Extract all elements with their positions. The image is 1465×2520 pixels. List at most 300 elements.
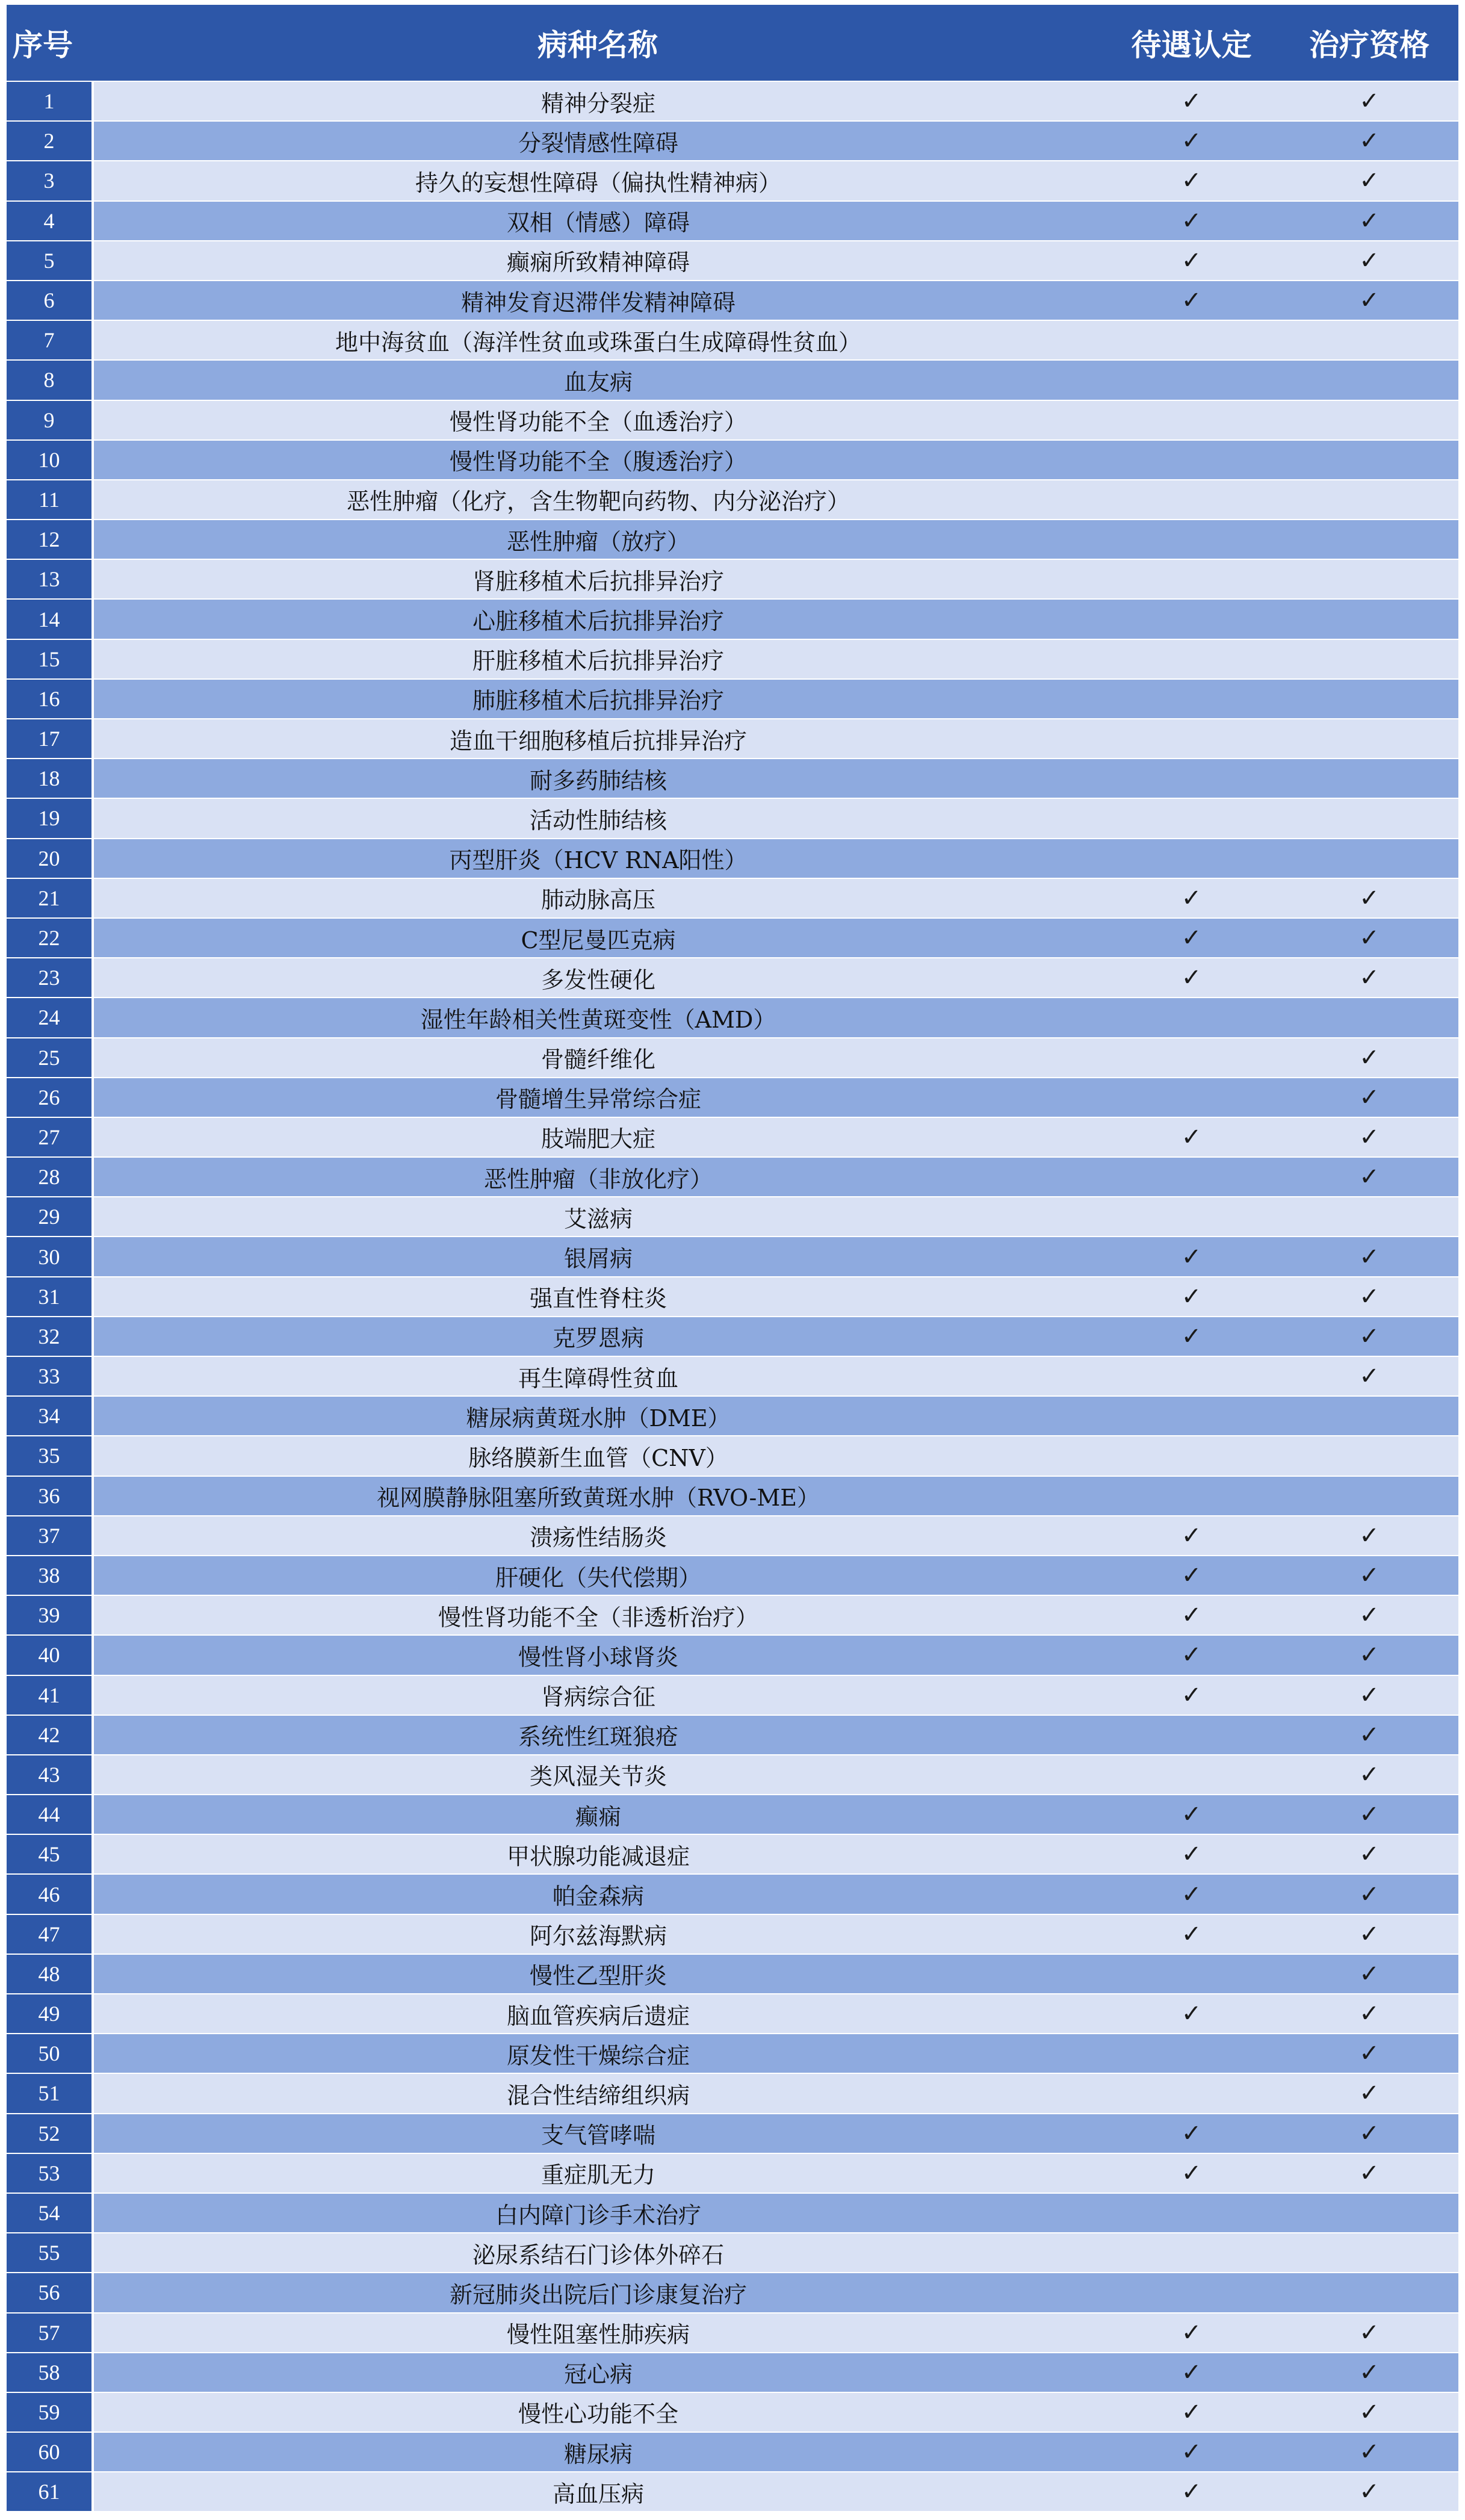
treatment-qualification-cell — [1280, 2193, 1458, 2233]
benefit-recognition-cell — [1103, 998, 1280, 1037]
benefit-recognition-cell — [1103, 1317, 1280, 1356]
check-icon: ✓ — [1359, 1521, 1380, 1550]
check-icon: ✓ — [1181, 2478, 1202, 2506]
treatment-qualification-cell — [1280, 1476, 1458, 1516]
benefit-recognition-cell — [1103, 241, 1280, 281]
disease-name: 精神发育迟滞伴发精神障碍 — [93, 281, 1103, 320]
table-row — [7, 81, 1458, 121]
disease-name: 重症肌无力 — [93, 2153, 1103, 2193]
check-icon: ✓ — [1359, 1960, 1380, 1988]
benefit-recognition-cell — [1103, 2153, 1280, 2193]
table-row — [7, 1038, 1458, 1078]
disease-name: 耐多药肺结核 — [93, 759, 1103, 798]
table-row — [7, 2193, 1458, 2233]
table-row — [7, 400, 1458, 440]
treatment-qualification-cell — [1280, 440, 1458, 480]
disease-name: 湿性年龄相关性黄斑变性（AMD） — [93, 998, 1103, 1037]
check-icon: ✓ — [1181, 2438, 1202, 2466]
table-row — [7, 360, 1458, 400]
benefit-recognition-cell — [1103, 520, 1280, 559]
table-row — [7, 281, 1458, 320]
row-number: 42 — [7, 1715, 93, 1755]
disease-name: 血友病 — [93, 360, 1103, 400]
check-icon: ✓ — [1359, 1840, 1380, 1869]
benefit-recognition-cell — [1103, 599, 1280, 639]
disease-name: 慢性阻塞性肺疾病 — [93, 2313, 1103, 2353]
benefit-recognition-cell — [1103, 281, 1280, 320]
check-icon: ✓ — [1181, 287, 1202, 315]
table-row — [7, 320, 1458, 360]
row-number: 60 — [7, 2432, 93, 2472]
treatment-qualification-cell — [1280, 81, 1458, 121]
row-number: 36 — [7, 1476, 93, 1516]
treatment-qualification-cell — [1280, 520, 1458, 559]
treatment-qualification-cell — [1280, 878, 1458, 918]
check-icon: ✓ — [1359, 1322, 1380, 1350]
treatment-qualification-cell — [1280, 241, 1458, 281]
check-icon: ✓ — [1181, 1521, 1202, 1550]
table-row — [7, 1556, 1458, 1595]
row-number: 16 — [7, 679, 93, 719]
treatment-qualification-cell — [1280, 400, 1458, 440]
benefit-recognition-cell — [1103, 1157, 1280, 1197]
row-number: 40 — [7, 1635, 93, 1675]
row-number: 13 — [7, 559, 93, 599]
disease-name: 活动性肺结核 — [93, 798, 1103, 838]
row-number: 52 — [7, 2114, 93, 2153]
treatment-qualification-cell — [1280, 1356, 1458, 1396]
check-icon: ✓ — [1181, 1123, 1202, 1151]
table-row — [7, 440, 1458, 480]
disease-name: 系统性红斑狼疮 — [93, 1715, 1103, 1755]
table-header — [7, 5, 1458, 81]
check-icon: ✓ — [1359, 1801, 1380, 1829]
disease-name: 慢性肾功能不全（腹透治疗） — [93, 440, 1103, 480]
disease-name: 肺动脉高压 — [93, 878, 1103, 918]
disease-name: 银屑病 — [93, 1237, 1103, 1276]
disease-name: 骨髓纤维化 — [93, 1038, 1103, 1078]
check-icon: ✓ — [1359, 924, 1380, 952]
treatment-qualification-cell — [1280, 320, 1458, 360]
benefit-recognition-cell — [1103, 1874, 1280, 1914]
row-number: 5 — [7, 241, 93, 281]
table-row — [7, 1157, 1458, 1197]
treatment-qualification-cell — [1280, 2353, 1458, 2392]
row-number: 18 — [7, 759, 93, 798]
treatment-qualification-cell — [1280, 1675, 1458, 1715]
row-number: 11 — [7, 480, 93, 520]
treatment-qualification-cell — [1280, 201, 1458, 241]
treatment-qualification-cell — [1280, 480, 1458, 520]
row-number: 61 — [7, 2472, 93, 2512]
row-number: 54 — [7, 2193, 93, 2233]
table-row — [7, 1117, 1458, 1157]
check-icon: ✓ — [1181, 2318, 1202, 2347]
disease-name: 癫痫所致精神障碍 — [93, 241, 1103, 281]
table-row — [7, 1078, 1458, 1117]
benefit-recognition-cell — [1103, 1556, 1280, 1595]
check-icon: ✓ — [1181, 1880, 1202, 1908]
benefit-recognition-cell — [1103, 559, 1280, 599]
benefit-recognition-cell — [1103, 1675, 1280, 1715]
treatment-qualification-cell — [1280, 1317, 1458, 1356]
check-icon: ✓ — [1181, 1840, 1202, 1869]
disease-name: 原发性干燥综合症 — [93, 2034, 1103, 2073]
benefit-recognition-cell — [1103, 1635, 1280, 1675]
check-icon: ✓ — [1181, 2159, 1202, 2187]
row-number: 33 — [7, 1356, 93, 1396]
treatment-qualification-cell — [1280, 1157, 1458, 1197]
row-number: 27 — [7, 1117, 93, 1157]
check-icon: ✓ — [1181, 127, 1202, 155]
disease-name: 肢端肥大症 — [93, 1117, 1103, 1157]
benefit-recognition-cell — [1103, 1078, 1280, 1117]
table-row — [7, 1317, 1458, 1356]
benefit-recognition-cell — [1103, 798, 1280, 838]
benefit-recognition-cell — [1103, 1834, 1280, 1874]
check-icon: ✓ — [1359, 1362, 1380, 1391]
benefit-recognition-cell — [1103, 1038, 1280, 1078]
benefit-recognition-cell — [1103, 201, 1280, 241]
treatment-qualification-cell — [1280, 1874, 1458, 1914]
check-icon: ✓ — [1181, 1322, 1202, 1350]
benefit-recognition-cell — [1103, 2034, 1280, 2073]
benefit-recognition-cell — [1103, 1277, 1280, 1317]
table-row — [7, 241, 1458, 281]
table-row — [7, 918, 1458, 958]
table-row — [7, 1436, 1458, 1476]
disease-name: 糖尿病黄斑水肿（DME） — [93, 1396, 1103, 1436]
row-number: 6 — [7, 281, 93, 320]
disease-name: 慢性肾小球肾炎 — [93, 1635, 1103, 1675]
benefit-recognition-cell — [1103, 639, 1280, 679]
row-number: 35 — [7, 1436, 93, 1476]
treatment-qualification-cell — [1280, 2273, 1458, 2312]
treatment-qualification-cell — [1280, 2472, 1458, 2512]
check-icon: ✓ — [1181, 2398, 1202, 2426]
row-number: 30 — [7, 1237, 93, 1276]
table-row — [7, 2353, 1458, 2392]
treatment-qualification-cell — [1280, 1635, 1458, 1675]
table-row — [7, 1197, 1458, 1237]
benefit-recognition-cell — [1103, 2313, 1280, 2353]
row-number: 58 — [7, 2353, 93, 2392]
treatment-qualification-cell — [1280, 360, 1458, 400]
treatment-qualification-cell — [1280, 1755, 1458, 1795]
table-row — [7, 1277, 1458, 1317]
table-row — [7, 2392, 1458, 2432]
disease-name: 类风湿关节炎 — [93, 1755, 1103, 1795]
benefit-recognition-cell — [1103, 2472, 1280, 2512]
table-row — [7, 2034, 1458, 2073]
row-number: 2 — [7, 121, 93, 161]
benefit-recognition-cell — [1103, 440, 1280, 480]
treatment-qualification-cell — [1280, 2034, 1458, 2073]
check-icon: ✓ — [1359, 1562, 1380, 1590]
row-number: 9 — [7, 400, 93, 440]
table-row — [7, 759, 1458, 798]
benefit-recognition-cell — [1103, 1954, 1280, 1994]
row-number: 3 — [7, 161, 93, 200]
treatment-qualification-cell — [1280, 2073, 1458, 2113]
check-icon: ✓ — [1359, 1641, 1380, 1669]
table-row — [7, 1635, 1458, 1675]
table-row — [7, 2153, 1458, 2193]
treatment-qualification-cell — [1280, 759, 1458, 798]
check-icon: ✓ — [1181, 2000, 1202, 2028]
row-number: 49 — [7, 1994, 93, 2034]
row-number: 57 — [7, 2313, 93, 2353]
row-number: 1 — [7, 81, 93, 121]
table-row — [7, 1954, 1458, 1994]
disease-name: 肺脏移植术后抗排异治疗 — [93, 679, 1103, 719]
table-row — [7, 1595, 1458, 1635]
table-row — [7, 1476, 1458, 1516]
disease-name: 慢性乙型肝炎 — [93, 1954, 1103, 1994]
table-row — [7, 1356, 1458, 1396]
row-number: 26 — [7, 1078, 93, 1117]
treatment-qualification-cell — [1280, 1556, 1458, 1595]
check-icon: ✓ — [1181, 1243, 1202, 1271]
benefit-recognition-cell — [1103, 1914, 1280, 1954]
disease-name: 慢性心功能不全 — [93, 2392, 1103, 2432]
treatment-qualification-cell — [1280, 2114, 1458, 2153]
disease-name: 肝硬化（失代偿期） — [93, 1556, 1103, 1595]
treatment-qualification-cell — [1280, 1795, 1458, 1834]
row-number: 56 — [7, 2273, 93, 2312]
check-icon: ✓ — [1359, 1681, 1380, 1709]
benefit-recognition-cell — [1103, 2432, 1280, 2472]
disease-name: 慢性肾功能不全（非透析治疗） — [93, 1595, 1103, 1635]
disease-name: 恶性肿瘤（化疗，含生物靶向药物、内分泌治疗） — [93, 480, 1103, 520]
table-row — [7, 2432, 1458, 2472]
table-row — [7, 2472, 1458, 2512]
disease-table — [7, 5, 1458, 2513]
table-row — [7, 1715, 1458, 1755]
treatment-qualification-cell — [1280, 839, 1458, 878]
check-icon: ✓ — [1181, 1801, 1202, 1829]
benefit-recognition-cell — [1103, 2353, 1280, 2392]
disease-name: 再生障碍性贫血 — [93, 1356, 1103, 1396]
check-icon: ✓ — [1359, 1163, 1380, 1191]
row-number: 14 — [7, 599, 93, 639]
table-row — [7, 1396, 1458, 1436]
disease-name: 克罗恩病 — [93, 1317, 1103, 1356]
table-row — [7, 1516, 1458, 1556]
check-icon: ✓ — [1181, 2358, 1202, 2386]
benefit-recognition-cell — [1103, 1197, 1280, 1237]
treatment-qualification-cell — [1280, 1237, 1458, 1276]
benefit-recognition-cell — [1103, 1396, 1280, 1436]
table-row — [7, 998, 1458, 1037]
row-number: 15 — [7, 639, 93, 679]
row-number: 39 — [7, 1595, 93, 1635]
table-row — [7, 958, 1458, 998]
disease-name: 癫痫 — [93, 1795, 1103, 1834]
check-icon: ✓ — [1181, 206, 1202, 235]
table-row — [7, 559, 1458, 599]
benefit-recognition-cell — [1103, 2114, 1280, 2153]
check-icon: ✓ — [1181, 884, 1202, 912]
disease-name: 泌尿系结石门诊体外碎石 — [93, 2233, 1103, 2273]
check-icon: ✓ — [1359, 1880, 1380, 1908]
row-number: 55 — [7, 2233, 93, 2273]
treatment-qualification-cell — [1280, 1396, 1458, 1436]
check-icon: ✓ — [1359, 167, 1380, 195]
benefit-recognition-cell — [1103, 1795, 1280, 1834]
header-benefit-recognition: 待遇认定 — [1103, 5, 1280, 81]
disease-name: 艾滋病 — [93, 1197, 1103, 1237]
benefit-recognition-cell — [1103, 878, 1280, 918]
benefit-recognition-cell — [1103, 839, 1280, 878]
benefit-recognition-cell — [1103, 2392, 1280, 2432]
disease-name: 恶性肿瘤（放疗） — [93, 520, 1103, 559]
benefit-recognition-cell — [1103, 121, 1280, 161]
row-number: 21 — [7, 878, 93, 918]
check-icon: ✓ — [1181, 924, 1202, 952]
row-number: 19 — [7, 798, 93, 838]
row-number: 24 — [7, 998, 93, 1037]
disease-name: 丙型肝炎（HCV RNA阳性） — [93, 839, 1103, 878]
row-number: 47 — [7, 1914, 93, 1954]
disease-name: 肾脏移植术后抗排异治疗 — [93, 559, 1103, 599]
benefit-recognition-cell — [1103, 480, 1280, 520]
table-row — [7, 1795, 1458, 1834]
table-row — [7, 839, 1458, 878]
benefit-recognition-cell — [1103, 1595, 1280, 1635]
treatment-qualification-cell — [1280, 599, 1458, 639]
benefit-recognition-cell — [1103, 81, 1280, 121]
row-number: 53 — [7, 2153, 93, 2193]
disease-table-container — [7, 5, 1458, 2513]
treatment-qualification-cell — [1280, 2432, 1458, 2472]
treatment-qualification-cell — [1280, 1914, 1458, 1954]
disease-name: 甲状腺功能减退症 — [93, 1834, 1103, 1874]
row-number: 38 — [7, 1556, 93, 1595]
disease-name: 骨髓增生异常综合症 — [93, 1078, 1103, 1117]
disease-name: 心脏移植术后抗排异治疗 — [93, 599, 1103, 639]
header-row — [7, 5, 1458, 81]
benefit-recognition-cell — [1103, 1994, 1280, 2034]
treatment-qualification-cell — [1280, 1277, 1458, 1317]
table-row — [7, 121, 1458, 161]
table-row — [7, 719, 1458, 759]
check-icon: ✓ — [1359, 1043, 1380, 1072]
benefit-recognition-cell — [1103, 918, 1280, 958]
benefit-recognition-cell — [1103, 1117, 1280, 1157]
benefit-recognition-cell — [1103, 679, 1280, 719]
row-number: 37 — [7, 1516, 93, 1556]
benefit-recognition-cell — [1103, 2273, 1280, 2312]
check-icon: ✓ — [1181, 1920, 1202, 1948]
treatment-qualification-cell — [1280, 798, 1458, 838]
disease-name: C型尼曼匹克病 — [93, 918, 1103, 958]
check-icon: ✓ — [1181, 246, 1202, 275]
treatment-qualification-cell — [1280, 1516, 1458, 1556]
treatment-qualification-cell — [1280, 719, 1458, 759]
check-icon: ✓ — [1359, 1123, 1380, 1151]
treatment-qualification-cell — [1280, 2233, 1458, 2273]
check-icon: ✓ — [1359, 2079, 1380, 2108]
table-row — [7, 1237, 1458, 1276]
table-row — [7, 679, 1458, 719]
row-number: 50 — [7, 2034, 93, 2073]
check-icon: ✓ — [1181, 1282, 1202, 1311]
table-row — [7, 2114, 1458, 2153]
benefit-recognition-cell — [1103, 1237, 1280, 1276]
treatment-qualification-cell — [1280, 1994, 1458, 2034]
check-icon: ✓ — [1359, 1721, 1380, 1749]
check-icon: ✓ — [1359, 246, 1380, 275]
check-icon: ✓ — [1359, 2040, 1380, 2068]
row-number: 43 — [7, 1755, 93, 1795]
benefit-recognition-cell — [1103, 360, 1280, 400]
check-icon: ✓ — [1359, 2000, 1380, 2028]
disease-name: 糖尿病 — [93, 2432, 1103, 2472]
table-row — [7, 1834, 1458, 1874]
check-icon: ✓ — [1359, 1282, 1380, 1311]
row-number: 23 — [7, 958, 93, 998]
check-icon: ✓ — [1359, 127, 1380, 155]
check-icon: ✓ — [1359, 2438, 1380, 2466]
disease-name: 新冠肺炎出院后门诊康复治疗 — [93, 2273, 1103, 2312]
check-icon: ✓ — [1359, 287, 1380, 315]
benefit-recognition-cell — [1103, 1755, 1280, 1795]
table-row — [7, 798, 1458, 838]
check-icon: ✓ — [1359, 964, 1380, 992]
disease-name: 造血干细胞移植后抗排异治疗 — [93, 719, 1103, 759]
disease-name: 地中海贫血（海洋性贫血或珠蛋白生成障碍性贫血） — [93, 320, 1103, 360]
row-number: 48 — [7, 1954, 93, 1994]
benefit-recognition-cell — [1103, 400, 1280, 440]
check-icon: ✓ — [1359, 2398, 1380, 2426]
check-icon: ✓ — [1359, 1243, 1380, 1271]
check-icon: ✓ — [1359, 2358, 1380, 2386]
disease-name: 肾病综合征 — [93, 1675, 1103, 1715]
treatment-qualification-cell — [1280, 679, 1458, 719]
table-row — [7, 161, 1458, 200]
check-icon: ✓ — [1359, 1760, 1380, 1789]
row-number: 44 — [7, 1795, 93, 1834]
disease-name: 精神分裂症 — [93, 81, 1103, 121]
disease-name: 分裂情感性障碍 — [93, 121, 1103, 161]
benefit-recognition-cell — [1103, 759, 1280, 798]
row-number: 28 — [7, 1157, 93, 1197]
treatment-qualification-cell — [1280, 918, 1458, 958]
check-icon: ✓ — [1359, 2318, 1380, 2347]
benefit-recognition-cell — [1103, 2073, 1280, 2113]
check-icon: ✓ — [1181, 1681, 1202, 1709]
treatment-qualification-cell — [1280, 1197, 1458, 1237]
table-row — [7, 1914, 1458, 1954]
table-row — [7, 520, 1458, 559]
treatment-qualification-cell — [1280, 1436, 1458, 1476]
row-number: 10 — [7, 440, 93, 480]
benefit-recognition-cell — [1103, 1356, 1280, 1396]
table-row — [7, 201, 1458, 241]
disease-name: 双相（情感）障碍 — [93, 201, 1103, 241]
disease-name: 混合性结缔组织病 — [93, 2073, 1103, 2113]
table-row — [7, 1874, 1458, 1914]
disease-name: 脑血管疾病后遗症 — [93, 1994, 1103, 2034]
row-number: 25 — [7, 1038, 93, 1078]
table-row — [7, 639, 1458, 679]
row-number: 34 — [7, 1396, 93, 1436]
treatment-qualification-cell — [1280, 1078, 1458, 1117]
benefit-recognition-cell — [1103, 2193, 1280, 2233]
check-icon: ✓ — [1359, 1083, 1380, 1111]
treatment-qualification-cell — [1280, 958, 1458, 998]
